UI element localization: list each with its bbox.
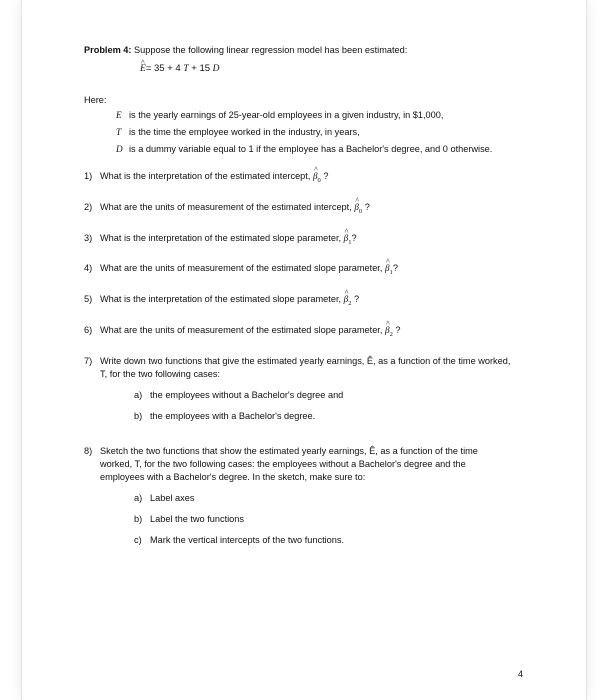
question-body: What are the units of measurement of the estimated slope parameter,	[100, 325, 383, 336]
definition-text: is the yearly earnings of 25-year-old employees in a given industry, in $1,000,	[129, 110, 444, 120]
question-body: Sketch the two functions that show the estimated yearly earnings, Ê, as a function of the time worked, T, for the two following cases: the employees without a Bachelor's degree and the employees with a Bachelor's degree. In the sketch, make sure to:	[100, 445, 478, 482]
question-number: 3)	[84, 232, 93, 243]
beta-glyph: β	[343, 232, 349, 243]
question-text	[100, 170, 512, 187]
sub-question-number: b)	[134, 410, 143, 421]
question-item	[84, 262, 524, 279]
equation-plus15: + 15	[188, 63, 211, 74]
question-tail: ?	[351, 294, 360, 305]
beta-glyph: β	[384, 263, 390, 274]
beta-subscript: 1	[348, 238, 352, 246]
question-number: 5)	[84, 294, 93, 305]
beta-glyph: β	[312, 171, 318, 181]
question-item	[84, 355, 524, 431]
question-body: What is the interpretation of the estimated slope parameter,	[100, 232, 342, 243]
question-number: 8)	[84, 445, 93, 456]
question-number: 7)	[84, 355, 93, 366]
sub-question-list	[134, 389, 512, 423]
sub-question-number: a)	[134, 389, 143, 400]
definition-symbol: E	[116, 110, 122, 120]
problem-heading	[84, 44, 524, 57]
beta-subscript: 0	[317, 176, 321, 184]
question-body: What is the interpretation of the estimated slope parameter,	[100, 294, 342, 305]
beta-symbol	[385, 262, 393, 279]
sub-question	[134, 410, 512, 423]
question-list	[84, 170, 524, 555]
sub-question-text: Label axes	[150, 492, 195, 503]
equation-lhs: ^ E	[140, 63, 146, 76]
problem-intro: Suppose the following linear regression model has been estimated:	[134, 45, 408, 55]
page-number: 4	[518, 669, 524, 679]
equation-rhs: = 35 + 4	[145, 63, 181, 74]
sub-question-text: Mark the vertical intercepts of the two functions.	[150, 534, 345, 545]
question-item	[84, 293, 524, 310]
question-tail: ?	[392, 263, 398, 274]
question-text	[100, 262, 512, 279]
equation-d-var: D	[212, 64, 220, 74]
here-label: Here:	[84, 95, 107, 105]
sub-question-number: c)	[134, 534, 142, 545]
beta-subscript: 2	[348, 300, 352, 308]
beta-symbol	[313, 170, 321, 187]
definition-row	[116, 109, 524, 122]
question-tail: ?	[351, 232, 357, 243]
definition-symbol: D	[116, 144, 123, 154]
sub-question	[134, 534, 512, 547]
question-tail: ?	[392, 325, 401, 336]
question-body: Write down two functions that give the estimated yearly earnings, Ê, as a function of the time worked, T, for the two following cases:	[100, 355, 511, 379]
question-text	[100, 201, 512, 218]
beta-symbol	[354, 201, 362, 218]
definition-text: is the time the employee worked in the industry, in years,	[129, 127, 360, 137]
question-text	[100, 293, 512, 310]
definition-row	[116, 143, 524, 156]
beta-symbol	[385, 324, 393, 341]
question-item	[84, 445, 524, 555]
question-text	[100, 232, 512, 249]
sub-question-number: a)	[134, 492, 143, 503]
question-text	[100, 445, 512, 555]
definition-row	[116, 126, 524, 139]
beta-glyph: β	[354, 201, 359, 212]
regression-equation	[140, 62, 524, 76]
question-tail: ?	[320, 171, 329, 181]
question-number: 2)	[84, 201, 93, 212]
beta-symbol	[344, 293, 352, 310]
question-text	[100, 355, 512, 431]
problem-content	[84, 44, 524, 569]
sub-question-text: Label the two functions	[150, 513, 244, 524]
sub-question-number: b)	[134, 513, 143, 524]
definition-text: is a dummy variable equal to 1 if the employee has a Bachelor's degree, and 0 otherwise.	[129, 144, 493, 154]
problem-label: Problem 4:	[84, 45, 132, 55]
beta-subscript: 1	[389, 269, 393, 277]
question-item	[84, 201, 524, 218]
question-body: What are the units of measurement of the estimated slope parameter,	[100, 263, 383, 274]
question-item	[84, 170, 524, 187]
question-text	[100, 324, 512, 341]
question-item	[84, 324, 524, 341]
question-number: 4)	[84, 263, 93, 274]
question-item	[84, 232, 524, 249]
beta-symbol	[344, 232, 352, 249]
sub-question	[134, 513, 512, 526]
beta-glyph: β	[343, 294, 349, 305]
sub-question-text: the employees with a Bachelor's degree.	[150, 410, 316, 421]
sub-question	[134, 492, 512, 505]
question-number: 6)	[84, 325, 93, 336]
beta-glyph: β	[384, 325, 390, 336]
sub-question-text: the employees without a Bachelor's degree and	[150, 389, 344, 400]
beta-subscript: 2	[389, 330, 393, 338]
question-body: What are the units of measurement of the estimated intercept,	[100, 201, 352, 212]
question-tail: ?	[362, 201, 370, 212]
question-body: What is the interpretation of the estimated intercept,	[100, 171, 311, 181]
question-number: 1)	[84, 171, 93, 181]
beta-subscript: 0	[358, 207, 363, 215]
sub-question-list	[134, 492, 512, 547]
sub-question	[134, 389, 512, 402]
definition-symbol: T	[116, 127, 122, 137]
variable-definitions	[116, 109, 524, 156]
equation-t-var: T	[183, 64, 189, 74]
